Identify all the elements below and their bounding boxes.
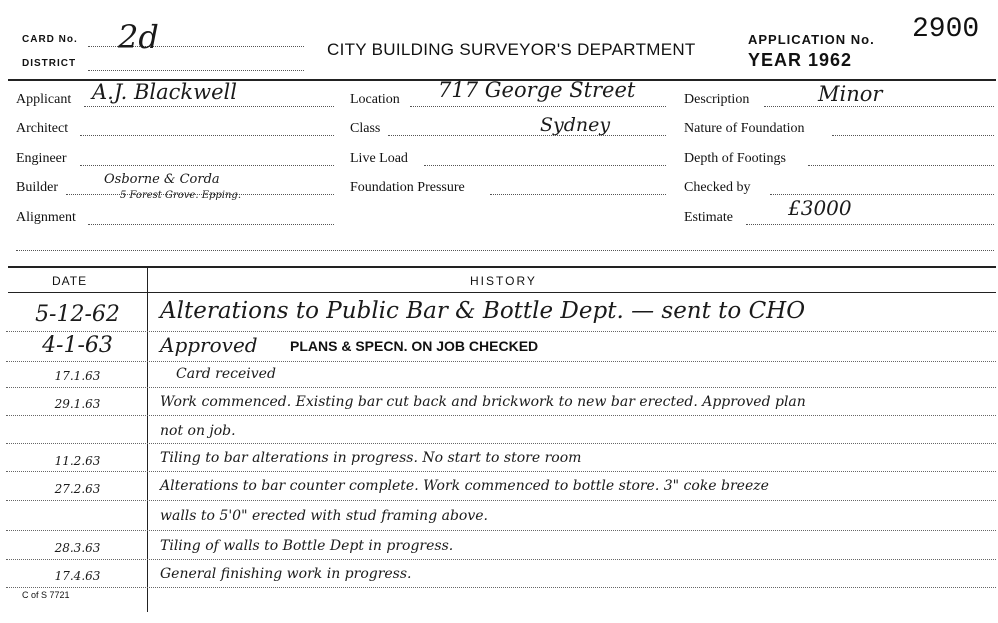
history-date: 11.2.63 <box>54 454 101 468</box>
history-entry: General finishing work in progress. <box>160 566 412 582</box>
application-number: 2900 <box>912 14 980 45</box>
nature-of-foundation-label: Nature of Foundation <box>684 121 805 136</box>
history-entry: walls to 5'0" erected with stud framing above. <box>160 508 488 524</box>
checked-by-label: Checked by <box>684 180 751 195</box>
history-date: 17.4.63 <box>54 569 101 583</box>
builder-name: Osborne & Corda <box>104 172 220 187</box>
estimate-value: £3000 <box>788 196 852 220</box>
description-value: Minor <box>818 82 883 106</box>
history-entry: Alterations to Public Bar & Bottle Dept. — sent to CHO <box>160 298 806 324</box>
history-entry: Work commenced. Existing bar cut back and brickwork to new bar erected. Approved plan <box>160 394 806 410</box>
history-date: 29.1.63 <box>54 397 101 411</box>
card-number-label: CARD No. <box>22 34 78 45</box>
history-entry: Alterations to bar counter complete. Work commenced to bottle store. 3" coke breeze <box>160 478 769 494</box>
live-load-label: Live Load <box>350 151 408 166</box>
application-label: APPLICATION No. <box>748 32 875 47</box>
history-entry: Card received <box>176 366 276 382</box>
builder-label: Builder <box>16 180 58 195</box>
architect-label: Architect <box>16 121 69 136</box>
history-date: 27.2.63 <box>54 482 101 496</box>
location-label: Location <box>350 92 400 107</box>
approval-stamp: PLANS & SPECN. ON JOB CHECKED <box>290 338 539 354</box>
district-label: DISTRICT <box>22 58 77 69</box>
alignment-label: Alignment <box>16 210 76 225</box>
department-title: CITY BUILDING SURVEYOR'S DEPARTMENT <box>327 40 696 59</box>
applicant-value: A.J. Blackwell <box>92 80 237 104</box>
estimate-label: Estimate <box>684 210 733 225</box>
history-date: 17.1.63 <box>54 369 101 383</box>
description-label: Description <box>684 92 750 107</box>
history-column-header: HISTORY <box>470 274 537 288</box>
history-entry: Tiling of walls to Bottle Dept in progress. <box>160 538 454 554</box>
date-column-header: DATE <box>52 274 88 288</box>
history-date: 5-12-62 <box>35 302 120 327</box>
history-entry: not on job. <box>160 423 236 439</box>
engineer-label: Engineer <box>16 151 67 166</box>
builder-address: 5 Forest Grove. Epping. <box>120 190 242 201</box>
history-entry: Approved <box>160 333 258 357</box>
location-suburb: Sydney <box>540 114 611 136</box>
history-header-rule <box>8 292 996 293</box>
history-top-rule <box>8 266 996 268</box>
foundation-pressure-label: Foundation Pressure <box>350 180 465 195</box>
card-number-value: 2d <box>118 18 159 56</box>
history-date: 28.3.63 <box>54 541 101 555</box>
form-code: C of S 7721 <box>22 590 70 600</box>
location-street: 717 George Street <box>438 78 636 102</box>
history-date: 4-1-63 <box>42 333 113 358</box>
depth-of-footings-label: Depth of Footings <box>684 151 786 166</box>
date-column-divider <box>147 268 148 612</box>
applicant-label: Applicant <box>16 92 72 107</box>
class-label: Class <box>350 121 381 136</box>
history-entry: Tiling to bar alterations in progress. No start to store room <box>160 450 582 466</box>
year-label: YEAR 1962 <box>748 50 853 70</box>
